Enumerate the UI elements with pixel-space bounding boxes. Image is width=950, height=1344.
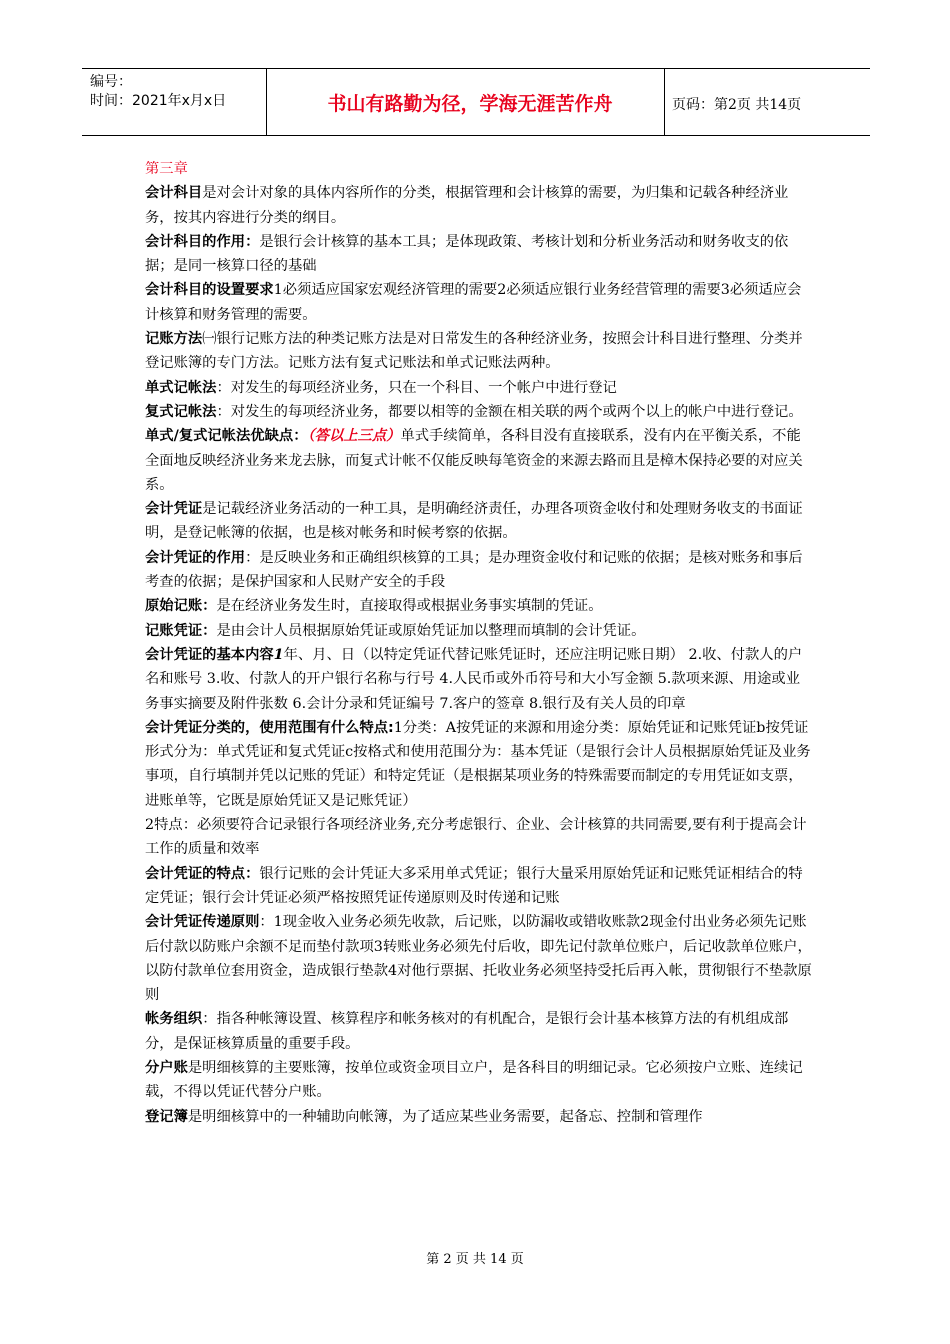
paragraph <box>145 619 812 643</box>
paragraph <box>145 327 812 376</box>
definition: 1必须适应国家宏观经济管理的需要2必须适应银行业务经营管理的需要3必须适应会计核算和财务管理的需要。 <box>145 282 802 323</box>
term: 会计凭证的特点： <box>145 865 260 882</box>
definition: 是对会计对象的具体内容所作的分类，根据管理和会计核算的需要，为归集和记载各种经济业务，按其内容进行分类的纲目。 <box>145 185 789 226</box>
page-footer: 第 2 页 共 14 页 <box>426 1252 524 1267</box>
term: 记账凭证： <box>145 622 217 639</box>
paragraph <box>145 1056 812 1105</box>
page-header <box>82 68 870 136</box>
header-page-info: 页码：第2页 共14页 <box>672 97 802 113</box>
header-divider <box>664 69 665 135</box>
term: 登记簿 <box>145 1108 188 1125</box>
term: 会计凭证的基本内容 <box>145 646 274 663</box>
term: 会计凭证 <box>145 501 203 518</box>
paragraph <box>145 400 812 424</box>
definition: 是明细核算的主要账簿，按单位或资金项目立户，是各科目的明细记录。它必须按户立账、连续记载，不得以凭证代替分户账。 <box>145 1059 803 1101</box>
definition: 是记载经济业务活动的一种工具，是明确经济责任，办理各项资金收付和处理财务收支的书面证明，是登记帐簿的依据，也是核对帐务和时候考察的依据。 <box>145 501 803 542</box>
definition: 是明细核算中的一种辅助向帐簿，为了适应某些业务需要，起备忘、控制和管理作 <box>187 1108 703 1125</box>
definition: 是在经济业务发生时，直接取得或根据业务事实填制的凭证。 <box>216 598 603 615</box>
paragraph <box>145 1007 812 1056</box>
definition: 是由会计人员根据原始凭证或原始凭证加以整理而填制的会计凭证。 <box>216 622 646 639</box>
paragraph <box>145 813 812 862</box>
list-number: 1 <box>273 646 284 663</box>
definition: ：对发生的每项经济业务，只在一个科目、一个帐户中进行登记 <box>216 379 617 396</box>
term: 分户账 <box>145 1059 188 1076</box>
paragraph <box>145 643 812 716</box>
paragraph <box>145 278 812 327</box>
header-meta <box>90 73 226 111</box>
definition: ：对发生的每项经济业务，都要以相等的金额在相关联的两个或两个以上的帐户中进行登记。 <box>216 403 803 420</box>
paragraph <box>145 594 812 618</box>
paragraph <box>145 862 812 911</box>
definition: ：1现金收入业务必须先收款，后记账，以防漏收或错收账款2现金付出业务必须先记账后付款以防账户余额不足而垫付款项3转账业务必须先付后收，即先记付款单位账户，后记收款单位账户，以防付款单位套用资金，造成银行垫款4对他行票据、托收业务必须坚持受托后再入帐，贯彻银行不垫款原则 <box>145 914 812 1004</box>
paragraph <box>145 910 812 1007</box>
definition: 1分类：A按凭证的来源和用途分类：原始凭证和记账凭证b按凭证形式分为：单式凭证和复式凭证c按格式和使用范围分为：基本凭证（是银行会计人员根据原始凭证及业务事项，自行填制并凭以记账的凭证）和特定凭证（是根据某项业务的特殊需要而制定的专用凭证如支票，进账单等，它既是原始凭证又是记账凭证） <box>145 719 811 809</box>
paragraph <box>145 424 812 497</box>
doc-number-label: 编号： <box>90 74 132 90</box>
paragraph <box>145 716 812 813</box>
term: 会计凭证分类的，使用范围有什么特点: <box>145 719 394 736</box>
definition: 年、月、日（以特定凭证代替记账凭证时，还应注明记账日期） 2.收、付款人的户名和账号 3.收、付款人的开户银行名称与行号 4.人民币或外币符号和大小写金额 5.款项来源、用途或业务事实摘要及附件张数 6.会计分录和凭证编号 7.客户的签章 8.银行及有关人员的印章 <box>145 646 803 712</box>
paragraph <box>145 546 812 595</box>
term: 复式记帐法 <box>145 403 217 420</box>
definition: ：是反映业务和正确组织核算的工具；是办理资金收付和记账的依据；是核对账务和事后考查的依据；是保护国家和人民财产安全的手段 <box>145 549 803 591</box>
term: 帐务组织 <box>145 1011 203 1028</box>
term: 记账方法 <box>145 331 203 348</box>
chapter-title: 第三章 <box>145 161 188 177</box>
definition: ㈠银行记账方法的种类记账方法是对日常发生的各种经济业务，按照会计科目进行整理、分类并登记账簿的专门方法。记账方法有复式记账法和单式记账法两种。 <box>145 331 803 372</box>
header-motto: 书山有路勤为径，学海无涯苦作舟 <box>327 93 613 115</box>
paragraph <box>145 1105 812 1129</box>
term: 原始记账： <box>145 598 217 615</box>
term: 会计凭证传递原则 <box>145 914 260 931</box>
term: 会计科目 <box>145 185 203 202</box>
definition: 单式手续简单，各科目没有直接联系，没有内在平衡关系，不能全面地反映经济业务来龙去脉，而复式计帐不仅能反映每笔资金的来源去路而且是樟木保持必要的对应关系。 <box>145 428 803 493</box>
paragraph <box>145 497 812 546</box>
term: 单式记帐法 <box>145 379 217 396</box>
term: 会计凭证的作用 <box>145 549 246 566</box>
term: 会计科目的设置要求 <box>145 282 274 299</box>
term: 单式/复式记帐法优缺点： <box>145 428 308 445</box>
doc-date-label: 时间：2021年x月x日 <box>90 93 227 109</box>
paragraph <box>145 376 812 400</box>
paragraph <box>145 230 812 279</box>
paragraph <box>145 181 812 230</box>
document-body <box>145 157 812 1129</box>
definition: ：指各种帐簿设置、核算程序和帐务核对的有机配合，是银行会计基本核算方法的有机组成部分，是保证核算质量的重要手段。 <box>145 1011 789 1052</box>
definition: 2特点：必须要符合记录银行各项经济业务,充分考虑银行、企业、会计核算的共同需要,要有利于提高会计工作的质量和效率 <box>145 817 807 858</box>
answer-note: （答以上三点） <box>307 428 401 445</box>
definition: 是银行会计核算的基本工具；是体现政策、考核计划和分析业务活动和财务收支的依据；是同一核算口径的基础 <box>145 233 789 275</box>
definition: 银行记账的会计凭证大多采用单式凭证；银行大量采用原始凭证和记账凭证相结合的特定凭证；银行会计凭证必须严格按照凭证传递原则及时传递和记账 <box>145 865 803 906</box>
header-divider <box>266 69 267 135</box>
term: 会计科目的作用： <box>145 233 260 250</box>
